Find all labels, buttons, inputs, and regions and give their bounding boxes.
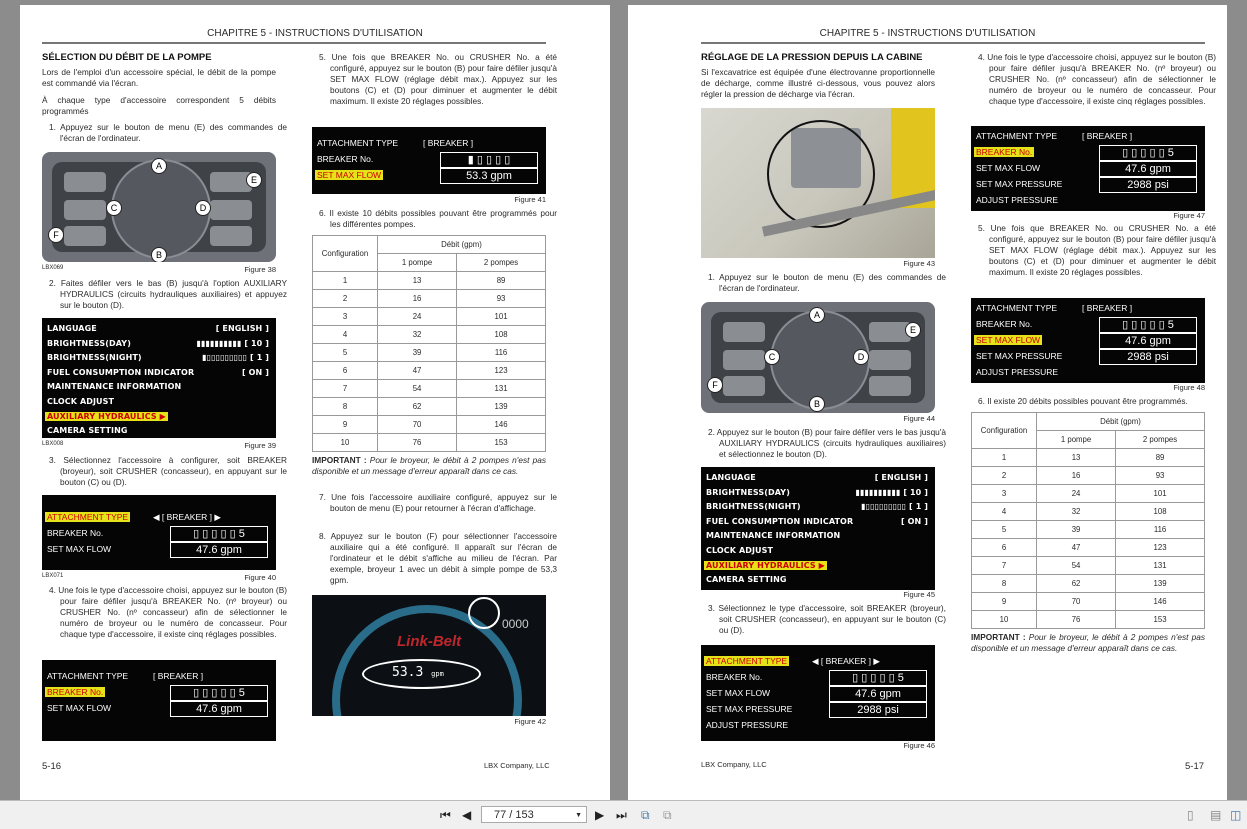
screen-row-label: BRIGHTNESS(DAY)	[47, 338, 131, 348]
right-header: CHAPITRE 5 - INSTRUCTIONS D'UTILISATION	[819, 28, 1036, 39]
screen-row-display: ▮ ▯ ▯ ▯ ▯	[440, 152, 538, 168]
table-cell: 93	[457, 290, 546, 308]
attachment-type-screen	[42, 495, 276, 570]
screen-row-label: SET MAX FLOW	[317, 170, 382, 180]
screen-row-display: 2988 psi	[1099, 349, 1197, 365]
table-cell: 139	[457, 398, 546, 416]
screen-row	[704, 573, 932, 588]
screen-row-display: 47.6 gpm	[1099, 333, 1197, 349]
screen-row	[45, 322, 273, 337]
viewer-toolbar	[0, 800, 1247, 829]
figure-42-caption: Figure 42	[514, 717, 546, 726]
screen-row	[315, 151, 543, 167]
table-cell: 139	[1116, 575, 1205, 593]
screen-row	[974, 160, 1202, 176]
table-row	[972, 485, 1205, 503]
important-note: IMPORTANT : Pour le broyeur, le débit à 2 pompes n'est pas disponible et un message d'erreur apparaît dans ce cas.	[312, 455, 546, 476]
screen-row-label: SET MAX FLOW	[706, 688, 771, 698]
table-cell: 7	[313, 380, 378, 398]
table-cell: 6	[313, 362, 378, 380]
label-d: D	[853, 349, 869, 365]
table-cell: 2	[313, 290, 378, 308]
table-row	[972, 467, 1205, 485]
table-cell: 16	[1037, 467, 1116, 485]
table-row	[313, 362, 546, 380]
table-cell: 54	[1037, 557, 1116, 575]
screen-row-display: ▯ ▯ ▯ ▯ ▯ 5	[1099, 145, 1197, 161]
table-cell: 146	[457, 416, 546, 434]
table-row	[313, 290, 546, 308]
table-row	[313, 398, 546, 416]
table-cell: 13	[378, 272, 457, 290]
screen-row	[704, 471, 932, 486]
table-cell: 7	[972, 557, 1037, 575]
table-row	[313, 380, 546, 398]
screen-row-display: 2988 psi	[1099, 177, 1197, 193]
table-cell: 123	[1116, 539, 1205, 557]
table-row	[313, 272, 546, 290]
table-row	[972, 611, 1205, 629]
screen-row-value: ◀ [ BREAKER ] ▶	[153, 512, 221, 522]
screen-row-label: FUEL CONSUMPTION INDICATOR	[706, 516, 854, 526]
previous-page-button[interactable]: ◀	[462, 808, 472, 822]
screen-row	[974, 316, 1202, 332]
screen-row-label: SET MAX FLOW	[976, 335, 1041, 345]
step-6: 6. Il existe 20 débits possibles pouvant être programmés.	[978, 396, 1188, 406]
screen-row	[704, 559, 932, 574]
table-cell: 76	[1037, 611, 1116, 629]
screen-row	[315, 135, 543, 151]
table-cell: 153	[1116, 611, 1205, 629]
table-cell: 24	[1037, 485, 1116, 503]
screen-row-display: ▯ ▯ ▯ ▯ ▯ 5	[829, 670, 927, 686]
screen-row	[45, 351, 273, 366]
screen-row-label: SET MAX FLOW	[976, 163, 1041, 173]
screen-row	[45, 668, 273, 684]
set-max-flow-screen	[971, 298, 1205, 383]
screen-row	[45, 541, 273, 557]
screen-row-display: 2988 psi	[829, 702, 927, 718]
screen-row-value: [ BREAKER ]	[423, 138, 474, 148]
screen-row-display: ▯ ▯ ▯ ▯ ▯ 5	[170, 685, 268, 701]
screen-row-label: AUXILIARY HYDRAULICS ▶	[47, 411, 166, 421]
table-cell: 4	[972, 503, 1037, 521]
figure-38-caption: LBX069 Figure 38	[42, 265, 276, 274]
table-row	[313, 326, 546, 344]
screen-row-label: ATTACHMENT TYPE	[976, 131, 1058, 141]
step-2: 2. Appuyez sur le bouton (B) pour faire défiler vers le bas jusqu'à AUXILIARY HYDRAULICS (circuits hydrauliques auxiliaires) et sélectionnez le bouton (D).	[708, 427, 946, 459]
left-header: CHAPITRE 5 - INSTRUCTIONS D'UTILISATION	[207, 28, 423, 39]
screen-row-label: BRIGHTNESS(NIGHT)	[47, 353, 142, 363]
screen-row-display: 47.6 gpm	[170, 542, 268, 558]
left-header-rule	[42, 42, 546, 44]
table-cell: 54	[378, 380, 457, 398]
table-header-row	[313, 236, 546, 254]
screen-row-label: ATTACHMENT TYPE	[317, 138, 399, 148]
table-cell: 3	[972, 485, 1037, 503]
step-8: 8. Appuyez sur le bouton (F) pour sélectionner l'accessoire auxiliaire qui a été configuré. Il apparaît sur l'écran de l'ordinateur et le débit s'affiche au milieu de l'écran. Par exemple, broyeur 1 avec un débit à simple pompe de 53,3 gpm.	[319, 531, 557, 585]
column-header-group: Débit (gpm)	[1037, 413, 1205, 431]
table-row	[972, 593, 1205, 611]
breaker-no-screen	[42, 660, 276, 741]
label-a: A	[151, 158, 167, 174]
step-6: 6. Il existe 10 débits possibles pouvant être programmés pour les différentes pompes.	[319, 208, 557, 229]
screen-row-label: CLOCK ADJUST	[706, 545, 774, 555]
breaker-no-screen	[971, 126, 1205, 211]
screen-row-label: MAINTENANCE INFORMATION	[47, 382, 182, 392]
table-cell: 93	[1116, 467, 1205, 485]
screen-row-label: BREAKER No.	[706, 672, 763, 682]
table-cell: 10	[972, 611, 1037, 629]
screen-row-label: BRIGHTNESS(NIGHT)	[706, 502, 801, 512]
screen-row-display: 53.3 gpm	[440, 168, 538, 184]
table-cell: 89	[457, 272, 546, 290]
screen-row	[974, 348, 1202, 364]
screen-row-label: ATTACHMENT TYPE	[976, 303, 1058, 313]
brand-logo: Link-Belt	[397, 633, 462, 650]
figure-48-caption: Figure 48	[1173, 383, 1205, 392]
flow-readout: 53.3 gpm	[392, 665, 444, 680]
flow-table	[971, 412, 1205, 629]
section-title: RÉGLAGE DE LA PRESSION DEPUIS LA CABINE	[701, 52, 923, 63]
flow-table	[312, 235, 546, 452]
table-cell: 39	[1037, 521, 1116, 539]
column-header-configuration: Configuration	[313, 236, 378, 272]
screen-row-value: [ BREAKER ]	[1082, 303, 1133, 313]
table-cell: 16	[378, 290, 457, 308]
next-page-button[interactable]: ▶	[595, 808, 605, 822]
copy-icon[interactable]: ⧉	[641, 808, 650, 822]
table-cell: 116	[1116, 521, 1205, 539]
screen-row-label: ADJUST PRESSURE	[976, 195, 1059, 205]
screen-row-label: LANGUAGE	[706, 473, 756, 482]
table-cell: 39	[378, 344, 457, 362]
table-header-row	[972, 413, 1205, 431]
table-cell: 47	[1037, 539, 1116, 557]
table-cell: 153	[457, 434, 546, 452]
screen-row	[704, 515, 932, 530]
screen-row-label: CLOCK ADJUST	[47, 396, 115, 406]
table-cell: 76	[378, 434, 457, 452]
continuous-view-icon[interactable]: ▤	[1210, 808, 1222, 822]
screen-row-label: ADJUST PRESSURE	[706, 720, 789, 730]
screen-row	[704, 685, 932, 701]
right-header-rule	[701, 42, 1205, 44]
screen-row	[974, 364, 1202, 380]
step-1: 1. Appuyez sur le bouton de menu (E) des commandes de l'écran de l'ordinateur.	[49, 122, 287, 143]
control-panel-figure	[701, 302, 935, 413]
figure-39-caption: LBX008 Figure 39	[42, 441, 276, 450]
table-cell: 6	[972, 539, 1037, 557]
table-cell: 108	[1116, 503, 1205, 521]
screen-row-value: ◀ [ BREAKER ] ▶	[812, 656, 880, 666]
table-row	[972, 503, 1205, 521]
attachment-type-screen	[701, 645, 935, 741]
screen-row-value: ▮▯▯▯▯▯▯▯▯▯ [ 1 ]	[861, 502, 928, 512]
step-7: 7. Une fois l'accessoire auxiliaire configuré, appuyez sur le bouton de menu (E) pour retourner à l'écran d'affichage.	[319, 492, 557, 513]
table-cell: 146	[1116, 593, 1205, 611]
table-row	[972, 449, 1205, 467]
paste-icon[interactable]: ⧉	[663, 808, 672, 822]
screen-row-value: [ BREAKER ]	[153, 671, 204, 681]
screen-row-label: FUEL CONSUMPTION INDICATOR	[47, 367, 195, 377]
table-cell: 9	[972, 593, 1037, 611]
label-b: B	[809, 396, 825, 412]
hour-counter: 0000	[502, 617, 529, 631]
screen-row	[974, 300, 1202, 316]
label-a: A	[809, 307, 825, 323]
table-row	[313, 434, 546, 452]
step-4: 4. Une fois le type d'accessoire choisi, appuyez sur le bouton (B) pour faire défiler jusqu'à BREAKER No. (nº broyeur) ou CRUSHER No. (nº concasseur) afin de sélectionner le numéro de broyeur ou le numéro de concasseur. Pour chaque type d'accessoire, il existe cinq réglages possibles.	[978, 52, 1216, 106]
screen-row	[45, 509, 273, 525]
important-note: IMPORTANT : Pour le broyeur, le débit à 2 pompes n'est pas disponible et un message d'erreur apparaît dans ce cas.	[971, 632, 1205, 653]
table-cell: 1	[313, 272, 378, 290]
table-cell: 62	[378, 398, 457, 416]
table-cell: 62	[1037, 575, 1116, 593]
column-header-1-pump: 1 pompe	[1037, 431, 1116, 449]
table-cell: 24	[378, 308, 457, 326]
screen-row-value: [ ON ]	[901, 516, 928, 526]
screen-row	[974, 176, 1202, 192]
screen-row	[704, 500, 932, 515]
figure-41-caption: Figure 41	[514, 195, 546, 204]
screen-row-value: ▮▮▮▮▮▮▮▮▮▮ [ 10 ]	[855, 487, 928, 497]
step-5: 5. Une fois que BREAKER No. ou CRUSHER No. a été configuré, appuyez sur le bouton (B) pour faire défiler jusqu'à SET MAX FLOW (réglage débit max.). Appuyez sur les boutons (C) et (D) pour diminuer et augmenter le débit maximum. Il existe 20 réglages possibles.	[319, 52, 557, 106]
screen-row	[45, 684, 273, 700]
screen-row	[45, 380, 273, 395]
screen-row-label: LANGUAGE	[47, 324, 97, 333]
step-1: 1. Appuyez sur le bouton de menu (E) des commandes de l'écran de l'ordinateur.	[708, 272, 946, 293]
table-cell: 5	[972, 521, 1037, 539]
screen-row-label: ADJUST PRESSURE	[976, 367, 1059, 377]
screen-row-label: ATTACHMENT TYPE	[706, 656, 788, 666]
label-d: D	[195, 200, 211, 216]
screen-row-label: SET MAX PRESSURE	[976, 351, 1063, 361]
table-cell: 47	[378, 362, 457, 380]
screen-row-value: ▮▯▯▯▯▯▯▯▯▯ [ 1 ]	[202, 353, 269, 363]
company-name: LBX Company, LLC	[701, 760, 767, 769]
table-row	[313, 344, 546, 362]
screen-row	[45, 395, 273, 410]
screen-row	[315, 167, 543, 183]
paragraph: À chaque type d'accessoire correspondent 5 débits programmés	[42, 95, 276, 116]
screen-row-label: BRIGHTNESS(DAY)	[706, 487, 790, 497]
page-number: 5-17	[1185, 761, 1205, 772]
menu-screen	[701, 467, 935, 590]
screen-row-display: 47.6 gpm	[829, 686, 927, 702]
screen-row-value: [ BREAKER ]	[1082, 131, 1133, 141]
table-cell: 32	[378, 326, 457, 344]
label-c: C	[106, 200, 122, 216]
screen-row-label: CAMERA SETTING	[47, 426, 128, 436]
screen-row-label: ATTACHMENT TYPE	[47, 671, 129, 681]
table-cell: 131	[457, 380, 546, 398]
screen-row	[45, 700, 273, 716]
column-header-2-pumps: 2 pompes	[457, 254, 546, 272]
table-cell: 10	[313, 434, 378, 452]
step-4: 4. Une fois le type d'accessoire choisi, appuyez sur le bouton (B) pour faire défiler jusqu'à BREAKER No. (nº broyeur) ou CRUSHER No. (nº concasseur) afin de sélectionner le numéro de broyeur ou le numéro de concasseur. Pour chaque type d'accessoire, il existe cinq réglages possibles.	[49, 585, 287, 639]
section-title: SÉLECTION DU DÉBIT DE LA POMPE	[42, 52, 212, 63]
column-header-2-pumps: 2 pompes	[1116, 431, 1205, 449]
screen-row-label: CAMERA SETTING	[706, 575, 787, 585]
screen-row-label: BREAKER No.	[47, 528, 104, 538]
table-cell: 101	[457, 308, 546, 326]
screen-row	[45, 525, 273, 541]
label-b: B	[151, 247, 167, 262]
company-name: LBX Company, LLC	[484, 761, 550, 770]
screen-row	[704, 486, 932, 501]
screen-row-label: MAINTENANCE INFORMATION	[706, 531, 841, 541]
table-cell: 131	[1116, 557, 1205, 575]
paragraph: Lors de l'emploi d'un accessoire spécial, le débit de la pompe est commandé via l'écran.	[42, 67, 276, 88]
table-cell: 32	[1037, 503, 1116, 521]
screen-row-label: BREAKER No.	[317, 154, 374, 164]
step-3: 3. Sélectionnez le type d'accessoire, soit BREAKER (broyeur), soit CRUSHER (concasseur), en appuyant sur le bouton (C) ou (D).	[708, 603, 946, 635]
screen-row	[45, 366, 273, 381]
column-header-1-pump: 1 pompe	[378, 254, 457, 272]
screen-row-label: ATTACHMENT TYPE	[47, 512, 129, 522]
figure-44-caption: Figure 44	[903, 414, 935, 423]
last-page-button[interactable]: ⏭	[616, 808, 627, 822]
valve-photo	[701, 108, 935, 258]
column-header-configuration: Configuration	[972, 413, 1037, 449]
screen-row-label: BREAKER No.	[47, 687, 104, 697]
table-row	[972, 539, 1205, 557]
screen-row-value: [ ENGLISH ]	[215, 324, 269, 333]
page-selector[interactable]: 77 / 153 ▼	[481, 806, 587, 823]
screen-row-label: BREAKER No.	[976, 319, 1033, 329]
paragraph: Si l'excavatrice est équipée d'une électrovanne proportionnelle de décharge, comme illustré ci-dessous, vous pouvez alors régler la pression de décharge via l'écran.	[701, 67, 935, 99]
screen-row-value: [ ENGLISH ]	[874, 473, 928, 482]
label-f: F	[48, 227, 64, 243]
table-cell: 123	[457, 362, 546, 380]
table-cell: 108	[457, 326, 546, 344]
screen-row	[704, 701, 932, 717]
table-row	[972, 575, 1205, 593]
screen-row	[704, 717, 932, 733]
figure-43-caption: Figure 43	[903, 259, 935, 268]
screen-row	[704, 529, 932, 544]
step-3: 3. Sélectionnez l'accessoire à configurer, soit BREAKER (broyeur), soit CRUSHER (concasseur), en appuyant sur le bouton (C) ou (D).	[49, 455, 287, 487]
screen-row	[974, 332, 1202, 348]
screen-row-label: SET MAX FLOW	[47, 544, 112, 554]
table-cell: 101	[1116, 485, 1205, 503]
table-cell: 9	[313, 416, 378, 434]
screen-row-value: [ ON ]	[242, 367, 269, 377]
page-number: 5-16	[42, 761, 62, 772]
screen-row	[974, 128, 1202, 144]
figure-40-caption: LBX071 Figure 40	[42, 573, 276, 582]
screen-row-label: BREAKER No.	[976, 147, 1033, 157]
screen-row	[45, 410, 273, 425]
screen-row-display: 47.6 gpm	[170, 701, 268, 717]
table-cell: 70	[1037, 593, 1116, 611]
figure-45-caption: Figure 45	[903, 590, 935, 599]
label-e: E	[905, 322, 921, 338]
set-max-flow-screen	[312, 127, 546, 194]
menu-screen	[42, 318, 276, 438]
single-page-view-icon[interactable]: ▯	[1187, 808, 1194, 822]
screen-row-display: ▯ ▯ ▯ ▯ ▯ 5	[1099, 317, 1197, 333]
table-cell: 13	[1037, 449, 1116, 467]
table-cell: 2	[972, 467, 1037, 485]
screen-row-label: SET MAX PRESSURE	[706, 704, 793, 714]
table-row	[972, 521, 1205, 539]
step-5: 5. Une fois que BREAKER No. ou CRUSHER No. a été configuré, appuyez sur le bouton (B) pour faire défiler jusqu'à SET MAX FLOW (réglage débit max.). Appuyez sur les boutons (C) et (D) pour diminuer et augmenter le débit maximum. Il existe 20 réglages possibles.	[978, 223, 1216, 277]
screen-row	[704, 544, 932, 559]
screen-row	[974, 192, 1202, 208]
table-cell: 70	[378, 416, 457, 434]
table-cell: 89	[1116, 449, 1205, 467]
screen-row	[704, 669, 932, 685]
screen-row-label: SET MAX PRESSURE	[976, 179, 1063, 189]
table-row	[313, 416, 546, 434]
dropdown-icon: ▼	[575, 812, 582, 819]
step-2: 2. Faites défiler vers le bas (B) jusqu'à l'option AUXILIARY HYDRAULICS (circuits hydrauliques auxiliaires) et appuyez sur le bouton (D).	[49, 278, 287, 310]
table-cell: 5	[313, 344, 378, 362]
screen-row-label: AUXILIARY HYDRAULICS ▶	[706, 560, 825, 570]
screen-row-display: ▯ ▯ ▯ ▯ ▯ 5	[170, 526, 268, 542]
table-cell: 116	[457, 344, 546, 362]
control-panel-figure	[42, 152, 276, 262]
table-cell: 8	[972, 575, 1037, 593]
screen-row	[704, 653, 932, 669]
label-c: C	[764, 349, 780, 365]
first-page-button[interactable]: ⏮	[440, 808, 451, 822]
two-page-view-icon[interactable]: ◫	[1230, 808, 1242, 822]
screen-row	[45, 337, 273, 352]
screen-row	[974, 144, 1202, 160]
table-row	[972, 557, 1205, 575]
screen-row	[45, 424, 273, 438]
screen-row-value: ▮▮▮▮▮▮▮▮▮▮ [ 10 ]	[196, 338, 269, 348]
label-e: E	[246, 172, 262, 188]
gauge-display-photo	[312, 595, 546, 716]
figure-47-caption: Figure 47	[1173, 211, 1205, 220]
table-cell: 8	[313, 398, 378, 416]
table-cell: 4	[313, 326, 378, 344]
figure-46-caption: Figure 46	[903, 741, 935, 750]
label-f: F	[707, 377, 723, 393]
screen-row-label: SET MAX FLOW	[47, 703, 112, 713]
table-row	[313, 308, 546, 326]
column-header-group: Débit (gpm)	[378, 236, 546, 254]
table-cell: 3	[313, 308, 378, 326]
table-cell: 1	[972, 449, 1037, 467]
screen-row-display: 47.6 gpm	[1099, 161, 1197, 177]
